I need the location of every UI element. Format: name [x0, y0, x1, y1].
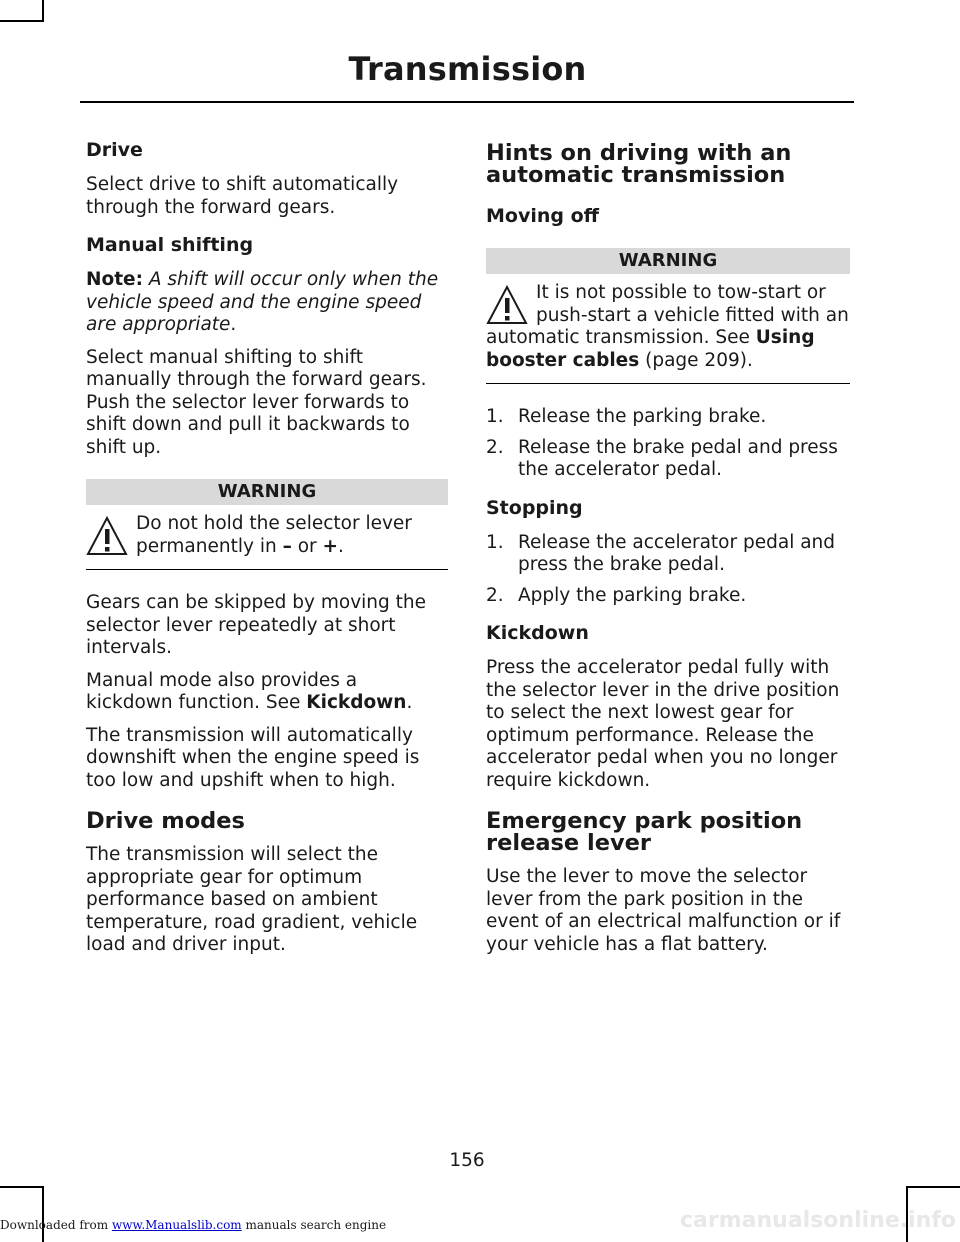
stopping-heading: Stopping [486, 496, 583, 519]
header-divider [80, 101, 854, 103]
drive-heading: Drive [86, 139, 143, 161]
moving-off-heading: Moving off [486, 205, 600, 227]
warning-or: or [291, 535, 323, 557]
step-number: 2. [486, 436, 504, 458]
step-text: Release the brake pedal and press the accelerator pedal. [518, 436, 838, 480]
list-item [486, 532, 850, 577]
drive-modes-heading: Drive modes [86, 808, 245, 834]
kickdown-end: . [406, 692, 413, 713]
manual-kickdown-text [86, 670, 448, 715]
warning-text-main: It is not possible to tow-start or push-start a vehicle fitted with an automatic transmission. See [486, 282, 849, 348]
footer-prefix: Downloaded from [0, 1218, 112, 1232]
watermark: carmanualsonline.info [680, 1208, 956, 1233]
kickdown-text: Press the accelerator pedal fully with the selector lever in the drive position to select the next lowest gear for optimum performance. Release the accelerator pedal when you no longer require kickdown. [486, 657, 840, 791]
step-number: 1. [486, 531, 504, 553]
right-column [486, 138, 850, 966]
manual-shifting-text: Select manual shifting to shift manually through the forward gears. Push the selector lever forwards to shift down and pull it backwards to shift up. [86, 346, 427, 458]
warning-triangle-icon [86, 515, 128, 557]
kickdown-pre: Manual mode also provides a kickdown function. See [86, 669, 358, 713]
warning-triangle-icon [486, 284, 528, 326]
warning-text [86, 513, 448, 558]
step-text: Release the accelerator pedal and press the brake pedal. [518, 531, 836, 575]
warning-box [86, 513, 448, 570]
note-text: A shift will occur only when the vehicle speed and the engine speed are appropriate [86, 269, 439, 335]
gears-skip-text: Gears can be skipped by moving the selector lever repeatedly at short intervals. [86, 592, 426, 658]
warning-box [486, 282, 850, 384]
warning-end: . [338, 535, 344, 557]
booster-cables-link[interactable]: Using booster cables [486, 327, 815, 371]
list-item [486, 585, 850, 608]
step-number: 2. [486, 584, 504, 606]
warning-text-main: Do not hold the selector lever permanently in [136, 513, 412, 557]
emergency-heading: Emergency park position release lever [486, 808, 803, 856]
footer [0, 1218, 386, 1232]
note-end: . [230, 314, 237, 335]
crop-mark [42, 1186, 44, 1242]
plus-symbol: + [322, 535, 339, 557]
crop-mark [0, 1186, 44, 1188]
emergency-text: Use the lever to move the selector lever from the park position in the event of an electrical malfunction or if your vehicle has a flat battery. [486, 866, 841, 955]
warning-header: WARNING [486, 248, 850, 274]
step-text: Release the parking brake. [518, 406, 767, 427]
page-reference: (page 209). [639, 349, 753, 371]
kickdown-link[interactable]: Kickdown [306, 692, 407, 713]
drive-modes-text: The transmission will select the appropriate gear for optimum performance based on ambient temperature, road gradient, vehicle load and driver input. [86, 844, 418, 955]
moving-off-steps [486, 406, 850, 482]
page-title: Transmission [348, 50, 587, 88]
list-item [486, 437, 850, 482]
crop-mark [906, 1186, 960, 1188]
list-item [486, 406, 850, 429]
step-number: 1. [486, 406, 504, 427]
footer-link[interactable]: www.Manualslib.com [111, 1218, 242, 1232]
note-paragraph [86, 269, 448, 337]
auto-shift-text: The transmission will automatically downshift when the engine speed is too low and upshift when to high. [86, 724, 420, 791]
drive-text: Select drive to shift automatically through the forward gears. [86, 174, 399, 218]
footer-suffix: manuals search engine [241, 1218, 387, 1232]
crop-mark [0, 20, 44, 22]
warning-header: WARNING [86, 479, 448, 505]
kickdown-heading: Kickdown [486, 622, 589, 644]
warning-text [486, 282, 850, 372]
step-text: Apply the parking brake. [518, 584, 747, 606]
note-label: Note: [86, 269, 143, 290]
left-column [86, 138, 448, 967]
page-number: 156 [449, 1150, 485, 1171]
minus-symbol: – [282, 535, 292, 557]
manual-shifting-heading: Manual shifting [86, 234, 254, 256]
hints-heading: Hints on driving with an automatic transmission [486, 140, 792, 188]
stopping-steps [486, 532, 850, 608]
crop-mark [42, 0, 44, 22]
